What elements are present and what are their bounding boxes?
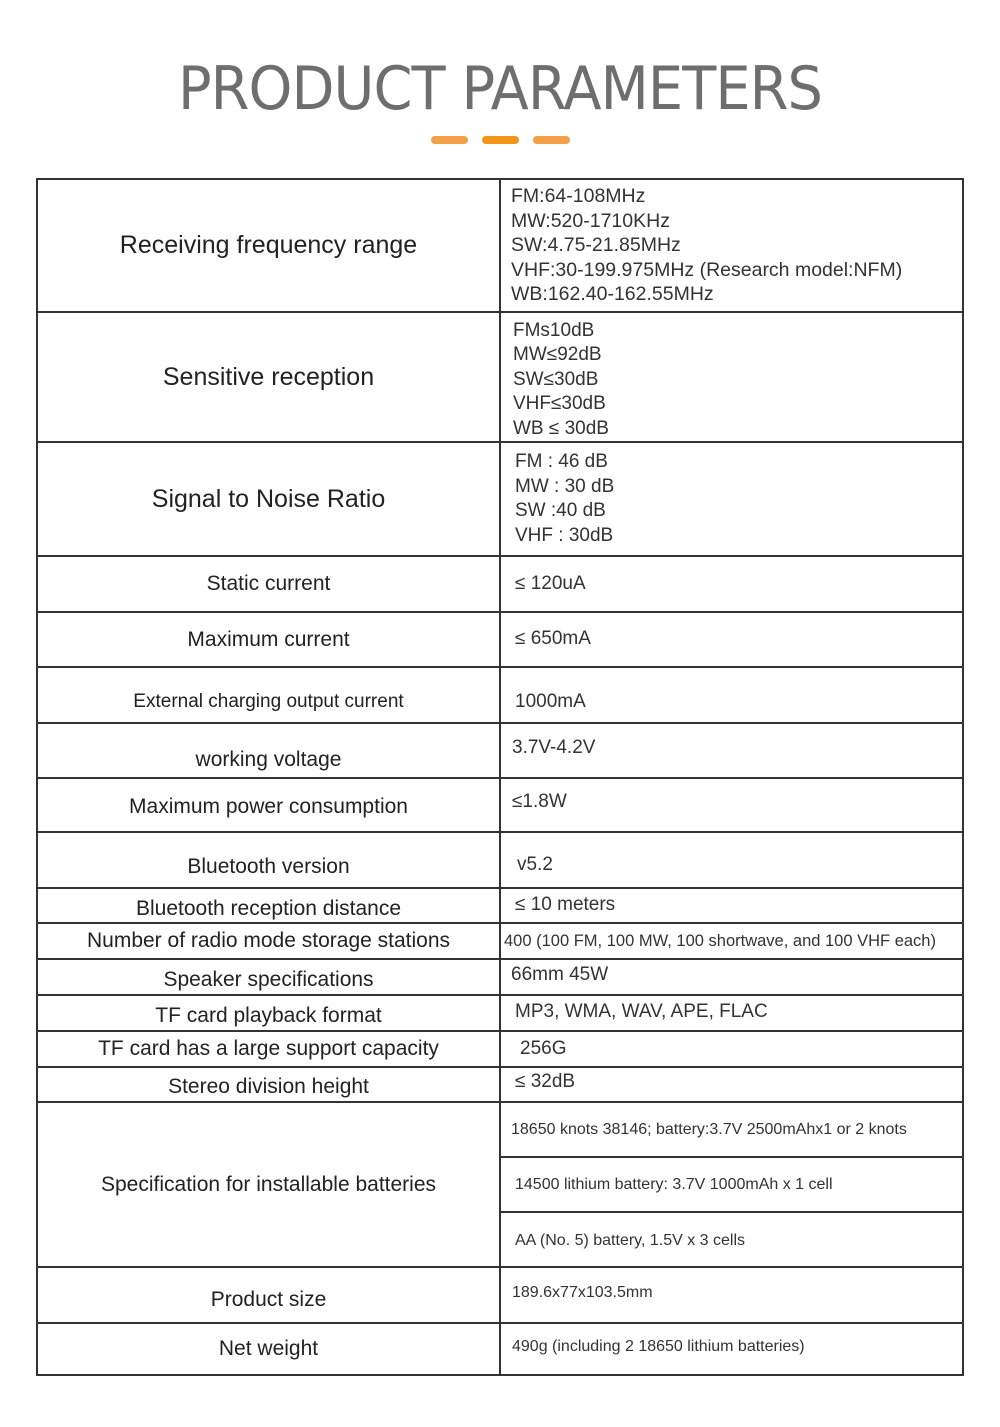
battery-option-text: AA (No. 5) battery, 1.5V x 3 cells xyxy=(515,1231,746,1249)
row-label: Speaker specifications xyxy=(38,960,501,994)
value-line: ≤1.8W xyxy=(512,790,567,812)
table-row-frequency-range xyxy=(38,180,962,313)
row-value xyxy=(501,889,962,922)
value-line: 66mm 45W xyxy=(511,963,609,985)
table-row-charging-output xyxy=(38,668,962,724)
row-label: Stereo division height xyxy=(38,1068,501,1101)
value-line: ≤ 120uA xyxy=(515,572,586,594)
row-label: Sensitive reception xyxy=(38,313,501,441)
table-row-static-current xyxy=(38,557,962,613)
row-label: TF card has a large support capacity xyxy=(38,1032,501,1066)
value-line: WB:162.40-162.55MHz xyxy=(511,283,714,306)
value-line: SW :40 dB xyxy=(515,500,606,521)
value-line: SW:4.75-21.85MHz xyxy=(511,234,681,257)
value-line: VHF : 30dB xyxy=(515,524,614,546)
table-row-net-weight xyxy=(38,1324,962,1374)
table-row-product-size xyxy=(38,1268,962,1324)
value-line: 3.7V-4.2V xyxy=(512,737,596,758)
row-label: Receiving frequency range xyxy=(38,180,501,311)
battery-option-text: 18650 knots 38146; battery:3.7V 2500mAhx1 or 2 knots xyxy=(511,1120,907,1138)
value-line: ≤ 650mA xyxy=(515,628,591,650)
row-label: Specification for installable batteries xyxy=(38,1103,501,1266)
row-label: Number of radio mode storage stations xyxy=(38,924,501,958)
dash-3 xyxy=(533,136,570,144)
row-value xyxy=(501,1268,962,1322)
row-value xyxy=(501,724,962,777)
row-value xyxy=(501,443,962,555)
value-line: 189.6x77x103.5mm xyxy=(512,1283,653,1301)
table-row-sensitive-reception xyxy=(38,313,962,443)
row-value xyxy=(501,1324,962,1374)
page-title: PRODUCT PARAMETERS xyxy=(177,54,823,124)
row-value xyxy=(501,1068,962,1101)
table-row-bluetooth-version xyxy=(38,833,962,889)
value-line: v5.2 xyxy=(517,853,553,875)
row-value xyxy=(501,960,962,994)
dash-2 xyxy=(482,136,519,144)
value-line: FM:64-108MHz xyxy=(511,185,646,208)
title-underline-dashes xyxy=(0,136,1000,144)
value-line: MW≤92dB xyxy=(513,344,602,366)
value-line: MW:520-1710KHz xyxy=(511,209,670,232)
row-label: External charging output current xyxy=(38,668,501,722)
value-line: ≤ 32dB xyxy=(515,1071,576,1093)
table-row-working-voltage xyxy=(38,724,962,779)
value-line: FM : 46 dB xyxy=(515,451,608,472)
table-row-max-power xyxy=(38,779,962,833)
table-row-stereo-division xyxy=(38,1068,962,1103)
row-value xyxy=(501,924,962,958)
battery-option-text: 14500 lithium battery: 3.7V 1000mAh x 1 cell xyxy=(515,1175,833,1193)
value-line: FMs10dB xyxy=(513,319,595,341)
table-row-speaker-specs xyxy=(38,960,962,996)
row-value xyxy=(501,668,962,722)
value-line: 1000mA xyxy=(515,690,586,712)
value-line: VHF≤30dB xyxy=(513,393,606,415)
value-line: MP3, WMA, WAV, APE, FLAC xyxy=(515,1000,768,1022)
row-label: Maximum power consumption xyxy=(38,779,501,831)
value-line: 256G xyxy=(520,1037,567,1059)
row-value xyxy=(501,313,962,441)
value-line: VHF:30-199.975MHz (Research model:NFM) xyxy=(511,258,903,281)
row-label: TF card playback format xyxy=(38,996,501,1030)
value-line: 400 (100 FM, 100 MW, 100 shortwave, and 100 VHF each) xyxy=(504,931,936,950)
battery-option xyxy=(501,1103,962,1158)
row-value xyxy=(501,996,962,1030)
row-value xyxy=(501,180,962,311)
table-row-bluetooth-distance xyxy=(38,889,962,924)
row-value xyxy=(501,1032,962,1066)
table-row-batteries xyxy=(38,1103,962,1268)
value-line: WB ≤ 30dB xyxy=(513,417,609,439)
row-label: Bluetooth version xyxy=(38,833,501,887)
battery-option xyxy=(501,1213,962,1268)
value-line: 490g (including 2 18650 lithium batteries) xyxy=(512,1337,805,1355)
row-label: Product size xyxy=(38,1268,501,1322)
battery-option xyxy=(501,1158,962,1213)
table-row-storage-stations xyxy=(38,924,962,960)
dash-1 xyxy=(431,136,468,144)
table-row-tf-format xyxy=(38,996,962,1032)
row-value xyxy=(501,613,962,666)
row-label: working voltage xyxy=(38,724,501,777)
row-label: Signal to Noise Ratio xyxy=(38,443,501,555)
value-line: MW : 30 dB xyxy=(515,475,615,497)
row-value xyxy=(501,557,962,611)
row-value xyxy=(501,833,962,887)
value-line: SW≤30dB xyxy=(513,368,599,390)
row-label: Static current xyxy=(38,557,501,611)
table-row-tf-capacity xyxy=(38,1032,962,1068)
row-label: Maximum current xyxy=(38,613,501,666)
row-value xyxy=(501,779,962,831)
row-label: Net weight xyxy=(38,1324,501,1374)
table-row-snr xyxy=(38,443,962,557)
parameters-table xyxy=(36,178,964,1376)
row-label: Bluetooth reception distance xyxy=(38,889,501,922)
table-row-max-current xyxy=(38,613,962,668)
value-line: ≤ 10 meters xyxy=(515,894,616,916)
